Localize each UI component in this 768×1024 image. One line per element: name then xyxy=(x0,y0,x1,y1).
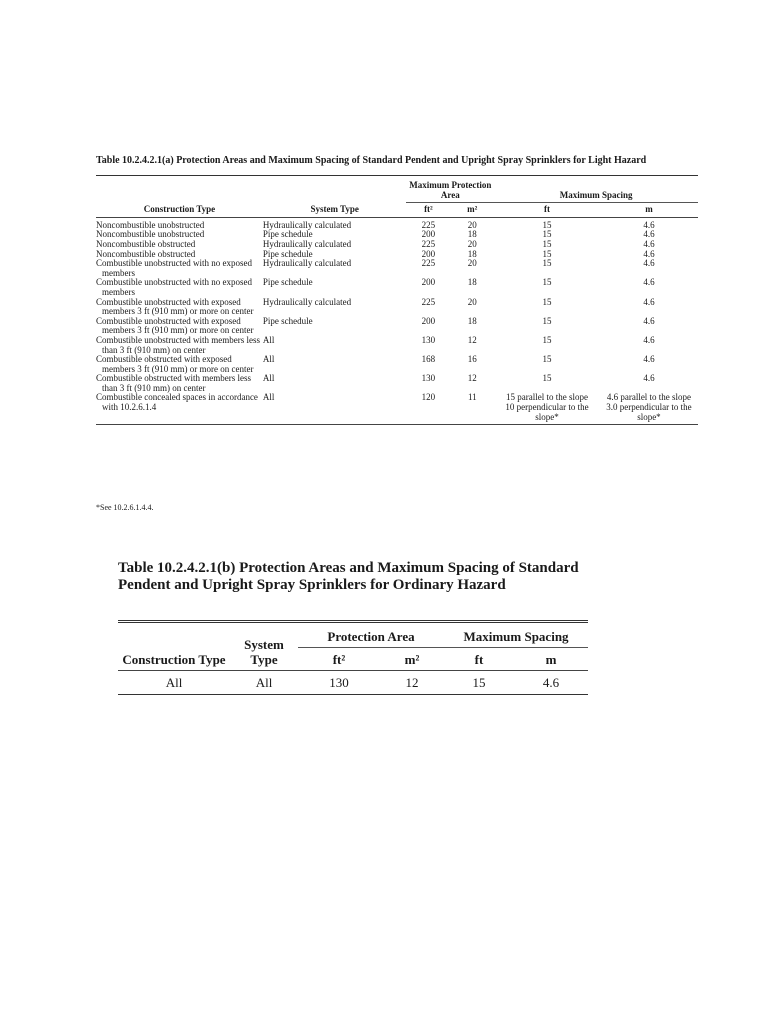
col-header-system-type: System Type xyxy=(263,203,407,218)
spacing-m-parallel: 4.6 parallel to the slope xyxy=(606,392,692,403)
col-header-system-type: System Type xyxy=(230,622,298,671)
cell-area-m2: 12 xyxy=(405,675,419,690)
cell-system-type: Pipe schedule xyxy=(262,229,313,240)
cell-area-m2: 20 xyxy=(467,296,477,307)
cell-spacing-ft xyxy=(494,393,600,424)
cell-spacing-m: 4.6 xyxy=(643,296,655,307)
cell-area-ft2: 200 xyxy=(421,277,436,288)
cell-construction-type: Combustible obstructed with members less than 3 ft (910 mm) on center xyxy=(96,373,251,393)
table-row xyxy=(96,374,698,393)
cell-spacing-m: 4.6 xyxy=(643,334,655,345)
cell-area-m2: 12 xyxy=(467,373,477,384)
col-header-construction-type: Construction Type xyxy=(96,203,263,218)
col-header-m: m xyxy=(600,203,698,218)
cell-system-type: Pipe schedule xyxy=(262,277,313,288)
cell-spacing-m xyxy=(600,393,698,424)
table-row xyxy=(96,336,698,355)
table-row xyxy=(96,278,698,297)
table-b-caption: Table 10.2.4.2.1(b) Protection Areas and Maximum Spacing of Standard Pendent and Upright Spray Sprinklers for Ordinary Hazard xyxy=(118,560,579,593)
table-row xyxy=(118,671,588,695)
cell-construction-type: Combustible obstructed with exposed members 3 ft (910 mm) or more on center xyxy=(96,354,254,374)
cell-area-m2: 18 xyxy=(467,248,477,259)
cell-spacing-ft: 15 xyxy=(472,675,486,690)
header-spacer xyxy=(263,176,407,203)
col-header-ft: ft xyxy=(444,648,514,671)
cell-area-ft2: 130 xyxy=(421,334,436,345)
spacing-ft-parallel: 15 parallel to the slope xyxy=(506,392,589,403)
table-row xyxy=(96,393,698,424)
group-header-protection-area: Protection Area xyxy=(298,622,444,648)
cell-spacing-ft: 15 xyxy=(542,229,552,240)
cell-system-type: All xyxy=(262,392,275,403)
cell-system-type: All xyxy=(262,373,275,384)
table-row xyxy=(96,259,698,278)
cell-system-type: All xyxy=(255,675,273,690)
cell-construction-type: Combustible unobstructed with no exposed members xyxy=(96,277,252,297)
cell-spacing-m: 4.6 xyxy=(542,675,560,690)
table-a xyxy=(96,175,698,425)
cell-spacing-ft: 15 xyxy=(542,219,552,230)
cell-area-m2: 18 xyxy=(467,277,477,288)
cell-area-m2: 18 xyxy=(467,315,477,326)
col-header-ft: ft xyxy=(494,203,600,218)
cell-spacing-m: 4.6 xyxy=(643,229,655,240)
cell-area-ft2: 225 xyxy=(421,219,436,230)
cell-construction-type: All xyxy=(165,675,183,690)
cell-area-ft2: 120 xyxy=(421,392,436,403)
cell-construction-type: Combustible unobstructed with exposed members 3 ft (910 mm) or more on center xyxy=(96,315,254,336)
cell-area-m2: 16 xyxy=(467,354,477,365)
cell-system-type: Hydraulically calculated xyxy=(262,296,352,307)
table-a-caption: Table 10.2.4.2.1(a) Protection Areas and Maximum Spacing of Standard Pendent and Upright Spray Sprinklers for Light Hazard xyxy=(96,155,647,166)
cell-system-type: Pipe schedule xyxy=(262,315,313,326)
table-row xyxy=(96,317,698,336)
cell-spacing-m: 4.6 xyxy=(643,238,655,249)
col-header-m2: m² xyxy=(450,203,494,218)
spacing-m-perpendicular: 3.0 perpendicular to the slope* xyxy=(606,402,692,422)
col-header-ft2: ft² xyxy=(406,203,450,218)
cell-construction-type: Combustible unobstructed with members less than 3 ft (910 mm) on center xyxy=(96,334,260,355)
col-header-construction-type: Construction Type xyxy=(118,622,230,671)
cell-area-m2: 20 xyxy=(467,238,477,249)
cell-area-ft2: 168 xyxy=(421,354,436,365)
cell-spacing-m: 4.6 xyxy=(643,248,655,259)
group-header-spacing: Maximum Spacing xyxy=(444,622,588,648)
cell-spacing-ft: 15 xyxy=(542,296,552,307)
cell-spacing-ft: 15 xyxy=(542,258,552,269)
cell-area-ft2: 200 xyxy=(421,229,436,240)
cell-system-type: All xyxy=(262,354,275,365)
cell-area-ft2: 225 xyxy=(421,296,436,307)
cell-system-type: Hydraulically calculated xyxy=(262,258,352,269)
cell-area-m2: 20 xyxy=(467,219,477,230)
cell-spacing-m: 4.6 xyxy=(643,354,655,365)
cell-spacing-ft: 15 xyxy=(542,334,552,345)
cell-construction-type: Noncombustible unobstructed xyxy=(96,229,205,240)
cell-area-ft2: 225 xyxy=(421,238,436,249)
cell-spacing-ft: 15 xyxy=(542,354,552,365)
cell-area-ft2: 130 xyxy=(329,675,349,690)
table-row xyxy=(96,298,698,317)
cell-construction-type: Noncombustible obstructed xyxy=(96,238,196,249)
header-spacer xyxy=(96,176,263,203)
cell-area-m2: 11 xyxy=(467,392,477,403)
cell-area-ft2: 130 xyxy=(421,373,436,384)
table-b xyxy=(118,620,588,695)
cell-construction-type: Combustible unobstructed with no exposed members xyxy=(96,258,252,278)
cell-construction-type: Combustible unobstructed with exposed members 3 ft (910 mm) or more on center xyxy=(96,296,254,317)
cell-construction-type: Noncombustible unobstructed xyxy=(96,219,205,230)
cell-spacing-ft: 15 xyxy=(542,277,552,288)
cell-spacing-m: 4.6 xyxy=(643,315,655,326)
cell-area-ft2: 225 xyxy=(421,258,436,269)
cell-spacing-m: 4.6 xyxy=(643,219,655,230)
cell-spacing-ft: 15 xyxy=(542,248,552,259)
col-header-m2: m² xyxy=(380,648,444,671)
cell-spacing-ft: 15 xyxy=(542,238,552,249)
group-header-protection-area: Maximum Protection Area xyxy=(406,176,494,203)
cell-construction-type: Noncombustible obstructed xyxy=(96,248,196,259)
cell-spacing-m: 4.6 xyxy=(643,277,655,288)
cell-system-type: Hydraulically calculated xyxy=(262,238,352,249)
cell-area-m2: 18 xyxy=(467,229,477,240)
cell-construction-type: Combustible concealed spaces in accordance with 10.2.6.1.4 xyxy=(96,392,258,413)
cell-area-m2: 12 xyxy=(467,334,477,345)
cell-system-type: Hydraulically calculated xyxy=(262,219,352,230)
cell-area-ft2: 200 xyxy=(421,315,436,326)
cell-system-type: All xyxy=(262,334,275,345)
cell-area-ft2: 200 xyxy=(421,248,436,259)
cell-spacing-m: 4.6 xyxy=(643,258,655,269)
col-header-ft2: ft² xyxy=(298,648,380,671)
cell-area-m2: 20 xyxy=(467,258,477,269)
cell-spacing-m: 4.6 xyxy=(643,373,655,384)
col-header-m: m xyxy=(514,648,588,671)
cell-spacing-ft: 15 xyxy=(542,373,552,384)
spacing-ft-perpendicular: 10 perpendicular to the slope* xyxy=(505,402,589,422)
table-row xyxy=(96,355,698,374)
cell-spacing-ft: 15 xyxy=(542,315,552,326)
group-header-spacing: Maximum Spacing xyxy=(494,176,698,203)
cell-system-type: Pipe schedule xyxy=(262,248,313,259)
table-a-footnote: *See 10.2.6.1.4.4. xyxy=(96,503,154,512)
